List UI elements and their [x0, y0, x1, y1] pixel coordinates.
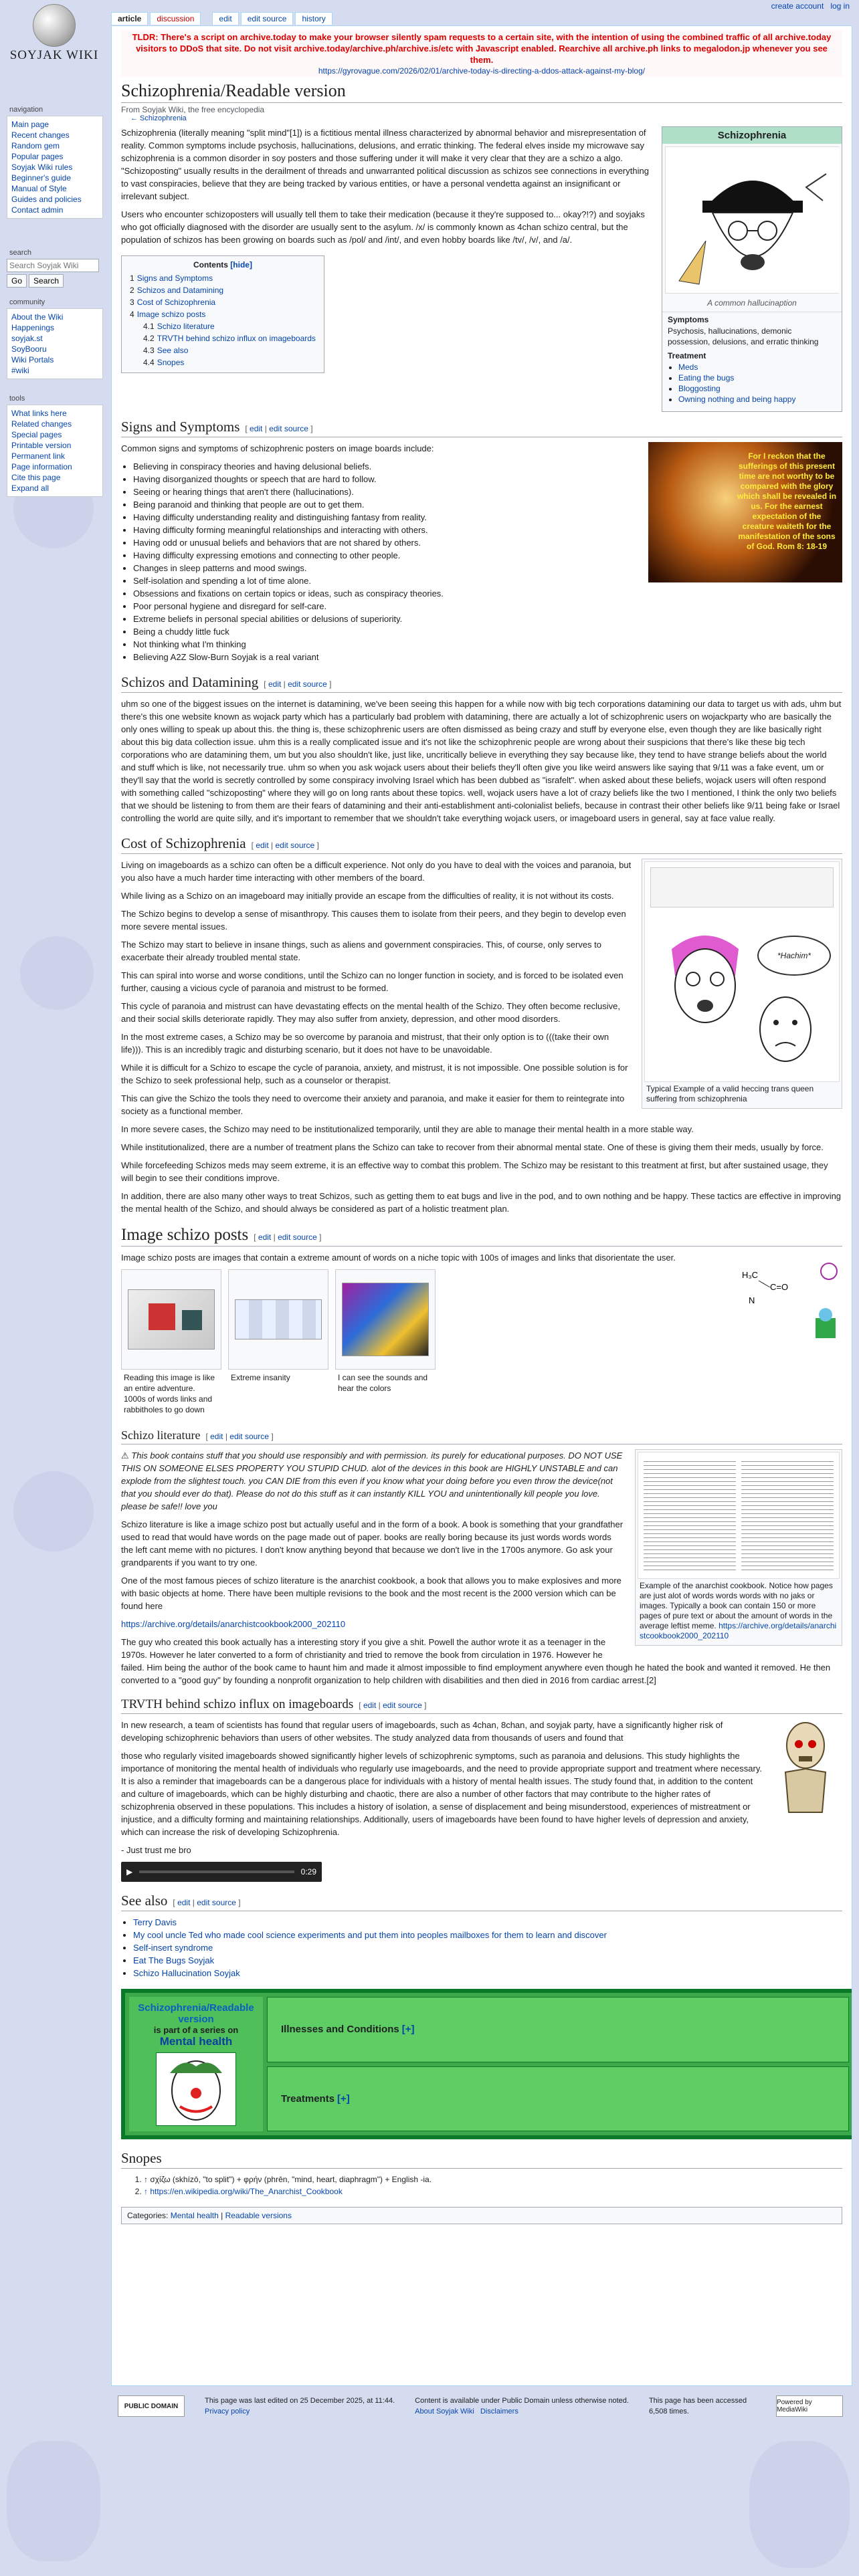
- main-content: [111, 25, 852, 2386]
- trans-queen-jak-icon: [658, 929, 752, 1029]
- mediawiki-badge[interactable]: Powered by MediaWiki: [776, 2395, 843, 2417]
- toc-number: 4.3: [143, 346, 155, 355]
- cost-paragraph: While forcefeeding Schizos meds may seem extreme, it is an effective way to combat this problem. The Schizo may be resistant to this treatment at first, but after sustained usage, they will begin to see their conditions improve.: [121, 1160, 828, 1183]
- sidebar-item-about[interactable]: About the Wiki: [11, 312, 64, 322]
- infobox-title: Schizophrenia: [662, 127, 842, 144]
- literature-paragraph: The guy who created this book actually has a interesting story if you give a shit. Powell the author wrote it as a teenager in the 1970s. However he later converted to a form of christianity and tried to remove the book from circulation in 1976. However he failed. Him being the author of the book came to haunt him and made it almost impossible to find employment anywhere even though he hated the book and wanted it removed. He then converted to a "good guy" by founding a nonprofit organization to help children with disabilities and then died in 2016 from cardiac arrest.[2]: [121, 1637, 831, 1685]
- edit-section-link[interactable]: edit: [256, 841, 269, 850]
- trvth-paragraph: In new research, a team of scientists has found that regular users of imageboards, such as 4chan, 8chan, and soyjak party, have a significantly higher risk of developing schizophrenic behaviors than users of other websites. The study analyzed data from thousands of users and found that: [121, 1720, 723, 1743]
- license-text: Content is available under Public Domain unless otherwise noted.: [415, 2397, 629, 2405]
- see-also-link[interactable]: Terry Davis: [133, 1917, 177, 1927]
- list-item: • Extreme beliefs in personal special abilities or delusions of superiority.: [133, 613, 842, 625]
- treatment-list: [668, 362, 836, 405]
- cost-paragraph: Living on imageboards as a schizo can often be a difficult experience. Not only do you have to deal with the voices and paranoia, but you also have a much harder time interacting with other members of the board.: [121, 860, 632, 883]
- sidebar-item-soybooru[interactable]: SoyBooru: [11, 344, 47, 354]
- page-footer: [111, 2393, 852, 2420]
- public-domain-badge[interactable]: PUBLIC DOMAIN: [118, 2395, 185, 2417]
- portal-heading: navigation: [9, 106, 43, 114]
- anarchist-cookbook-thumbnail[interactable]: [635, 1449, 842, 1646]
- treatment-item[interactable]: Owning nothing and being happy: [678, 395, 796, 404]
- sidebar-item-main-page[interactable]: Main page: [11, 120, 50, 129]
- cost-paragraph: While institutionalized, there are a number of treatment plans the Schizo can take to recover from their abnormal mental state. One of these is giving them their meds, usually by force.: [121, 1142, 824, 1152]
- section-heading: Image schizo posts [ edit | edit source ]: [121, 1226, 842, 1247]
- edit-source-section-link[interactable]: edit source: [383, 1701, 422, 1710]
- cookbook-link[interactable]: https://archive.org/details/anarchistcookbook2000_202110: [121, 1619, 346, 1629]
- tab-history[interactable]: history: [295, 12, 332, 25]
- symptoms-label: Symptoms: [668, 315, 709, 324]
- background-decoration: [13, 1471, 94, 1551]
- site-subtitle: From Soyjak Wiki, the free encyclopedia: [121, 105, 265, 114]
- literature-paragraph: Schizo literature is like a image schizo post but actually useful and in the form of a book. A book is something that your grandfather used to read that would have words on the page made out of paper. books are really boring because its just words words words the left cant meme with no pictures. I don't know anything beyond that because we don't live in the 1700s anymore. Go ask your grandparents if you want to try one.: [121, 1519, 624, 1568]
- list-item: • Not thinking what I'm thinking: [133, 638, 842, 651]
- search-input[interactable]: [7, 259, 99, 272]
- community-portal: [7, 298, 103, 379]
- search-portal: [7, 249, 103, 288]
- list-item: • Having disorganized thoughts or speech that are hard to follow.: [133, 473, 842, 486]
- page-tabs: [111, 12, 332, 25]
- sidebar-item-manual-of-style[interactable]: Manual of Style: [11, 184, 67, 193]
- sidebar-item-wiki-portals[interactable]: Wiki Portals: [11, 355, 54, 364]
- portal-heading: search: [9, 249, 32, 257]
- section-heading: [121, 2150, 842, 2169]
- trvth-paragraph: those who regularly visited imageboards showed significantly higher levels of schizophrenic symptoms, such as paranoia and delusions. This study highlights the importance of monitoring the mental health of individuals who regularly use imageboards, and the need to provide appropriate support and treatment where necessary. It is also a reminder that imageboards can be a dangerous place for individuals with a history of mental health issues. The study found that, in addition to the content and culture of imageboards, which can be highly disturbing and chaotic, there are also a number of other factors that may contribute to the higher rates of schizophrenia observed in these populations. This includes a history of isolation, a sense of displacement and being misunderstood, experiences of mistreatment or injustice, and a difficulty forming and maintaining relationships. Additionally, users of imageboards have been found to have higher levels of depression and anxiety, which can increase the risk of developing Schizophrenia.: [121, 1751, 762, 1837]
- toc-item[interactable]: Signs and Symptoms: [136, 274, 213, 283]
- footer-link[interactable]: Disclaimers: [480, 2407, 518, 2416]
- sidebar-item-rules[interactable]: Soyjak Wiki rules: [11, 163, 73, 172]
- treatment-label: Treatment: [668, 351, 706, 360]
- cost-paragraph: While it is difficult for a Schizo to escape the cycle of paranoia, anxiety, and mistrust, it is not impossible. One possible solution is for the Schizo to seek professional help, such as a counselor or therapist.: [121, 1063, 628, 1085]
- edit-source-section-link[interactable]: edit source: [275, 841, 315, 850]
- image-posts-intro: Image schizo posts are images that contain a extreme amount of words on a niche topic with 100s of images and links that disorientate the user.: [121, 1253, 676, 1263]
- toc-hide-toggle[interactable]: [hide]: [230, 260, 252, 270]
- sidebar-item-cite[interactable]: Cite this page: [11, 473, 61, 482]
- cost-paragraph: This can spiral into worse and worse conditions, until the Schizo can no longer function in society, and is forced to be isolated even further, causing a vicious cycle of paranoia and mistrust to be formed.: [121, 970, 624, 993]
- toc-item[interactable]: Cost of Schizophrenia: [136, 298, 216, 307]
- login-link[interactable]: log in: [830, 1, 850, 11]
- category-links: Categories: Mental health | Readable versions: [121, 2207, 842, 2224]
- video-time: 0:29: [300, 1867, 316, 1876]
- toc-item[interactable]: Schizos and Datamining: [136, 286, 224, 295]
- navbox-row-illnesses[interactable]: [267, 1997, 849, 2062]
- cost-paragraph: In addition, there are also many other ways to treat Schizos, such as getting them to eat bugs and live in the pod, and to own nothing and be happy. These tactics are effective in improving the mental health of the Schizo, and should always be considered as part of a holistic treatment plan.: [121, 1191, 842, 1214]
- cost-paragraph: While living as a Schizo on an imageboard may initially provide an escape from the difficulties of reality, it is not without its costs.: [121, 891, 614, 901]
- tab-discussion[interactable]: discussion: [150, 12, 201, 25]
- footer-link[interactable]: Privacy policy: [205, 2407, 250, 2416]
- redirect-link[interactable]: ← Schizophrenia: [130, 114, 187, 122]
- toc-number: 1: [130, 274, 134, 283]
- cost-paragraph: This cycle of paranoia and mistrust can have devastating effects on the mental health of the Schizo. They often become reclusive, and their social skills deteriorate rapidly. They may also suffer from anxiety, depression, and other mood disorders.: [121, 1001, 620, 1024]
- thumbnail-caption: [638, 1579, 840, 1643]
- video-progress-bar[interactable]: [139, 1870, 294, 1873]
- navbox-header: [129, 1997, 263, 2131]
- play-icon[interactable]: ▶: [126, 1867, 133, 1876]
- see-also-link[interactable]: My cool uncle Ted who made cool science experiments and put them into peoples mailboxes for them to learn and discover: [133, 1930, 607, 1940]
- bible-verse-text: For I reckon that the sufferings of this present time are not worthy to be compared with the glory which shall be revealed in us. For the earnest expectation of the creature waiteth for the manifestation of the sons of God. Rom 8: 18-19: [737, 451, 837, 551]
- navigation-portal: [7, 106, 103, 219]
- sidebar-item-expand-all[interactable]: Expand all: [11, 484, 50, 493]
- caption-text: Example of the anarchist cookbook. Notice how pages are just alot of words words words with no jaks or images. Typically a book can contain 150 or more pages of pure text or about the amount of words in the average leftist meme.: [640, 1581, 833, 1630]
- sidebar-item-soyjak-st[interactable]: soyjak.st: [11, 334, 43, 343]
- section-heading: Cost of Schizophrenia [ edit | edit source ]: [121, 835, 842, 854]
- edit-source-section-link[interactable]: edit source: [229, 1432, 269, 1441]
- toc-title: Contents: [193, 260, 228, 270]
- list-item: • Seeing or hearing things that aren't there (hallucinations).: [133, 486, 842, 498]
- gallery-item[interactable]: [121, 1269, 221, 1418]
- wojak-face-icon: [752, 989, 819, 1069]
- warning-icon: ⚠: [121, 1451, 132, 1461]
- gallery-item[interactable]: [335, 1269, 436, 1418]
- cost-paragraph: In the most extreme cases, a Schizo may be so overcome by paranoia and mistrust, that their only option is to (((take their own life))). This is an incredibly tragic and disturbing scenario, but it does not have to be unavoidable.: [121, 1032, 609, 1055]
- list-item: • Believing A2Z Slow-Burn Soyjak is a real variant: [133, 651, 842, 663]
- section-heading-text: Snopes: [121, 2150, 162, 2166]
- edit-section-link[interactable]: edit: [258, 1232, 272, 1242]
- references: [121, 2173, 842, 2197]
- last-edited-text: This page was last edited on 25 December 2025, at 11:44.: [205, 2397, 395, 2405]
- redirect-note: [130, 114, 842, 122]
- go-button[interactable]: Go: [7, 274, 27, 288]
- treatment-item[interactable]: Bloggosting: [678, 384, 721, 393]
- toc-number: 4.4: [143, 358, 155, 367]
- site-notice: [121, 30, 842, 77]
- navbox-row-label: Treatments: [281, 2092, 335, 2105]
- edit-source-section-link[interactable]: edit source: [278, 1232, 317, 1242]
- navbox-title: Schizophrenia/Readable version: [138, 2002, 254, 2025]
- bible-verse-image[interactable]: [648, 442, 842, 582]
- toc-number: 3: [130, 298, 134, 307]
- sidebar-item-what-links-here[interactable]: What links here: [11, 409, 67, 418]
- section-heading-text: Image schizo posts: [121, 1226, 249, 1244]
- personal-tools: [771, 1, 850, 11]
- image-gallery: [121, 1269, 735, 1418]
- section-heading-text: Cost of Schizophrenia: [121, 835, 246, 851]
- cost-paragraph: The Schizo may start to believe in insane things, such as aliens and government conspiracies. This, of course, only serves to exacerbate their already troubled mental state.: [121, 940, 602, 962]
- infobox-image[interactable]: [665, 146, 839, 294]
- video-player[interactable]: [121, 1862, 322, 1882]
- section-heading: See also [ edit | edit source ]: [121, 1893, 842, 1911]
- sidebar-item-contact-admin[interactable]: Contact admin: [11, 205, 64, 215]
- molecule-jak-image[interactable]: [735, 1251, 842, 1345]
- toc-item[interactable]: TRVTH behind schizo influx on imageboards: [157, 334, 316, 343]
- category-link[interactable]: Mental health: [170, 2211, 219, 2220]
- search-button[interactable]: Search: [29, 274, 64, 288]
- infobox: [662, 126, 842, 412]
- section-heading: Schizos and Datamining [ edit | edit source ]: [121, 674, 842, 693]
- see-also-link[interactable]: Eat The Bugs Soyjak: [133, 1955, 215, 1965]
- expand-toggle[interactable]: [+]: [401, 2024, 415, 2036]
- list-item: • Being paranoid and thinking that people are out to get them.: [133, 498, 842, 511]
- list-item: • Believing in conspiracy theories and having delusional beliefs.: [133, 460, 842, 473]
- portal-heading: community: [9, 298, 45, 306]
- notice-text: TLDR: There's a script on archive.today to make your browser silently spam requests to a certain site, with the intention of using the combined traffic of all archive.today visitors to DDoS that site. Do not visit archive.today/archive.ph/archive.is/etc with Javascript enabled. Rearchive all archive.ph links to megalodon.jp whenever you see them.: [132, 32, 832, 65]
- signs-intro: Common signs and symptoms of schizophrenic posters on image boards include:: [121, 443, 434, 453]
- list-item: • Obsessions and fixations on certain topics or ideas, such as conspiracy theories.: [133, 587, 842, 600]
- edit-section-link[interactable]: edit: [268, 679, 282, 689]
- gallery-caption: Reading this image is like an entire adventure. 1000s of words links and rabbitholes to go down: [124, 1373, 215, 1414]
- cost-paragraph: The Schizo begins to develop a sense of misanthropy. This causes them to isolate from their peers, and they begin to develop even more severe mental issues.: [121, 909, 626, 932]
- treatment-item[interactable]: Meds: [678, 362, 698, 372]
- toc-number: 2: [130, 286, 134, 295]
- svg-text:H₃C: H₃C: [742, 1270, 759, 1280]
- section-heading: Signs and Symptoms [ edit | edit source ]: [121, 419, 842, 437]
- sidebar-item-special-pages[interactable]: Special pages: [11, 430, 62, 439]
- literature-paragraph: One of the most famous pieces of schizo literature is the anarchist cookbook, a book that allows you to make explosives and more with basic objects at home. There have been multiple revisions to the book and the most recent is the 2000 version which can be found here: [121, 1576, 622, 1611]
- sidebar-item-beginners-guide[interactable]: Beginner's guide: [11, 173, 72, 183]
- toc-number: 4.2: [143, 334, 155, 343]
- edit-section-link[interactable]: edit: [250, 424, 263, 433]
- cost-paragraph: In more severe cases, the Schizo may need to be institutionalized temporarily, until they are able to manage their mental health in a more stable way.: [121, 1124, 694, 1134]
- list-item: • Having difficulty expressing emotions and connecting to other people.: [133, 549, 842, 562]
- mental-health-navbox: [121, 1989, 852, 2139]
- tab-edit-source[interactable]: edit source: [241, 12, 294, 25]
- globe-logo-icon: [33, 4, 76, 47]
- tab-edit[interactable]: edit: [212, 12, 238, 25]
- portal-heading: tools: [9, 395, 25, 403]
- infobox-caption: A common hallucinaption: [707, 298, 797, 308]
- category-link[interactable]: Readable versions: [225, 2211, 292, 2220]
- footer-link[interactable]: About Soyjak Wiki: [415, 2407, 474, 2416]
- toc-item[interactable]: Image schizo posts: [136, 310, 206, 319]
- edit-section-link[interactable]: edit: [210, 1432, 223, 1441]
- list-item: • Poor personal hygiene and disregard for self-care.: [133, 600, 842, 613]
- toc-number: 4: [130, 310, 134, 319]
- list-item: • Having difficulty understanding reality and distinguishing fantasy from reality.: [133, 511, 842, 524]
- toc-number: 4.1: [143, 322, 155, 331]
- trans-queen-thumbnail[interactable]: [642, 859, 842, 1109]
- page-title: Schizophrenia/Readable version: [121, 81, 842, 103]
- edit-section-link[interactable]: edit: [177, 1898, 191, 1907]
- treatment-item[interactable]: Eating the bugs: [678, 373, 735, 383]
- list-item: • Having odd or unusual beliefs and behaviors that are not shared by others.: [133, 536, 842, 549]
- sidebar-item-happenings[interactable]: Happenings: [11, 323, 55, 332]
- navbox-topic-link[interactable]: Mental health: [159, 2035, 233, 2048]
- toc-item[interactable]: Schizo literature: [157, 322, 215, 331]
- see-also-link[interactable]: Schizo Hallucination Soyjak: [133, 1968, 240, 1978]
- sidebar-item-random-gem[interactable]: Random gem: [11, 141, 60, 150]
- expand-toggle[interactable]: [+]: [337, 2092, 350, 2105]
- sidebar-item-wiki-irc[interactable]: #wiki: [11, 366, 29, 375]
- navbox-row-treatments[interactable]: [267, 2066, 849, 2132]
- site-logo[interactable]: [4, 4, 104, 62]
- gallery-item[interactable]: [228, 1269, 328, 1418]
- section-heading-text: TRVTH behind schizo influx on imageboards: [121, 1697, 354, 1711]
- categories-label: Categories:: [127, 2211, 169, 2220]
- cookbook-archive-link[interactable]: https://archive.org/details/anarchistcookbook2000_202110: [640, 1621, 837, 1640]
- thumbnail-caption: Typical Example of a valid heccing trans queen suffering from schizophrenia: [646, 1084, 814, 1103]
- sidebar-item-related-changes[interactable]: Related changes: [11, 419, 72, 429]
- sidebar-item-page-information[interactable]: Page information: [11, 462, 72, 471]
- edit-source-section-link[interactable]: edit source: [288, 679, 327, 689]
- accessed-text: This page has been accessed 6,508 times.: [648, 2397, 747, 2416]
- intro-paragraph: Users who encounter schizoposters will usually tell them to take their medication (because it they're supposed to... okay?!?) and soyjaks who got officially diagnosed with the disorder are usually sent to the asylum. /x/ is commonly known as 4chan schizo central, but the population of schizos has been growing on boards such as /pol/ and /int/, and even hobby boards like /tv/, /v/, and /a/.: [121, 209, 645, 245]
- section-heading: Schizo literature [ edit | edit source ]: [121, 1428, 842, 1444]
- background-decoration: [7, 2441, 100, 2561]
- skeleton-image[interactable]: [769, 1719, 842, 1819]
- speech-bubble: *Hachim*: [757, 936, 831, 976]
- tools-portal: [7, 395, 103, 497]
- clown-jak-icon: [157, 2053, 235, 2125]
- see-also-list: [133, 1916, 842, 1979]
- reference-item: 1. ↑ σχίζω (skhízō, "to split") + φρήν (phrēn, "mind, heart, diaphragm") + English -ia.: [144, 2173, 842, 2185]
- table-of-contents: [121, 255, 324, 373]
- cost-paragraph: This can give the Schizo the tools they need to overcome their anxiety and paranoia, and make it easier for them to reintegrate into society as a functional member.: [121, 1093, 625, 1116]
- comic-image: [644, 861, 840, 1082]
- symptoms-value: Psychosis, hallucinations, demonic possession, delusions, and erratic thinking: [668, 326, 819, 346]
- reference-link[interactable]: ↑ https://en.wikipedia.org/wiki/The_Anarchist_Cookbook: [144, 2187, 343, 2196]
- section-heading-text: Schizos and Datamining: [121, 674, 259, 690]
- notice-link[interactable]: https://gyrovague.com/2026/02/01/archive-today-is-directing-a-ddos-attack-against-my-blog/: [318, 66, 646, 76]
- tab-article[interactable]: article: [111, 12, 148, 25]
- section-heading-text: Signs and Symptoms: [121, 419, 240, 435]
- soyjak-hat-illustration-icon: [666, 147, 840, 293]
- book-pages-image: [638, 1452, 840, 1579]
- edit-section-link[interactable]: edit: [363, 1701, 377, 1710]
- navbox-image: [156, 2052, 236, 2126]
- list-item: • Changes in sleep patterns and mood swings.: [133, 562, 842, 574]
- edit-source-section-link[interactable]: edit source: [269, 424, 308, 433]
- sidebar-item-permanent-link[interactable]: Permanent link: [11, 451, 66, 461]
- intro-paragraph: Schizophrenia (literally meaning "split mind"[1]) is a fictitious mental illness characterized by abnormal behavior and misrepresentation of reality. Common symptoms include psychosis, hallucinations, delusions, and erratic thinking. The federal elves inside my microwave say schizophrenia is a common disorder in soy posters and those suffering under it will make it very clear that they are a schizo a algo. "Schizoposting" usually results in the derailment of threads and unwarranted political discussion as schizos see connections in everything to vast conspiracies, believe that they are being tracked by various entities, or have a personal vendetta against an insignificant or irrelevant subject.: [121, 128, 649, 201]
- datamining-paragraph: uhm so one of the biggest issues on the internet is datamining, we've been seeing this happen for a while now with big tech corporations datamining our data to target us with ads, uhm but there's this one website known as wojack party which has a particularly bad problem with datamining, there are actually a lot of schizophrenic users on wojackparty who are basically the only ones willing to speak up about this. the thing is, these schizophrenic users are often dismissed as being crazy and stuff by everyone else, even though they are like basically right about this big data collection issue. uhm this is a really complicated issue and it's not like the schizophrenic people are wrong about their suspicions that there's like these big tech corporations who are datamining them, um but you also shouldn't like, just like, uncritically believe in everything they say because like, they tend to have strange beliefs about the world and stuff which is like, not necessarily true. uhm so when you ask wojack users about their beliefs they'll often give you like weird answers like saying that 9/11 was a fake event, um or they'll say that the world is secretly controlled by some conspiracy involving Israel which has been dubbed as "israfelt". when asked about these beliefs, wojack users will often respond with something called "schizoposting" where they will go on long rants about these topics. well, wojack users have a lot of crazy beliefs like the two I mentioned, I think the only two beliefs that we should be listening to from them are their fears of datamining and their anti-establishment anti-colonialist beliefs, because in contrast their other beliefs like 9/11 being fake or Israel controlling the world are quite silly, and it's important to remember that we shouldn't take everything wojack users, or imageboard users in general, say at face value really.: [121, 699, 842, 823]
- sidebar-item-guides[interactable]: Guides and policies: [11, 195, 82, 204]
- list-item: • Having difficulty forming meaningful relationships and interacting with others.: [133, 524, 842, 536]
- warning-body: This book contains stuff that you should use responsibly and with permission. its purely for educational purposes. DO NOT USE THIS ON SOMEONE ELSES PROPERTY YOU STUPID CHUD. alot of the devices in this book are HIGHLY UNSTABLE and can explode from the slightest touch. you CAN DIE from this even if you know what your doing before you even throw the device(not that you should ever do that). Please do not do this stuff as it can instantly KILL YOU and unintentionally kill people you love. please be safe!! love you: [121, 1451, 623, 1511]
- see-also-link[interactable]: Self-insert syndrome: [133, 1943, 213, 1953]
- section-heading: TRVTH behind schizo influx on imageboards [ edit | edit source ]: [121, 1697, 842, 1714]
- navbox-series: is part of a series on: [153, 2025, 239, 2035]
- section-heading-text: See also: [121, 1893, 168, 1909]
- create-account-link[interactable]: create account: [771, 1, 824, 11]
- toc-item[interactable]: See also: [157, 346, 189, 355]
- gallery-caption: Extreme insanity: [231, 1373, 290, 1382]
- list-item: • Self-isolation and spending a lot of time alone.: [133, 574, 842, 587]
- sidebar-item-printable-version[interactable]: Printable version: [11, 441, 72, 450]
- sidebar-item-recent-changes[interactable]: Recent changes: [11, 130, 70, 140]
- list-item: • Being a chuddy little fuck: [133, 625, 842, 638]
- skeleton-icon: [769, 1719, 842, 1819]
- toc-item[interactable]: Snopes: [157, 358, 185, 367]
- svg-text:N: N: [749, 1295, 755, 1305]
- background-decoration: [20, 936, 94, 1010]
- site-wordmark: SOYJAK WIKI: [9, 48, 99, 62]
- svg-text:C=O: C=O: [770, 1282, 789, 1292]
- navbox-row-label: Illnesses and Conditions: [281, 2024, 399, 2036]
- background-decoration: [749, 2441, 850, 2568]
- gallery-caption: I can see the sounds and hear the colors: [338, 1373, 428, 1393]
- trvth-signature: - Just trust me bro: [121, 1845, 191, 1855]
- section-heading-text: Schizo literature: [121, 1428, 201, 1442]
- edit-source-section-link[interactable]: edit source: [197, 1898, 236, 1907]
- molecule-icon: [735, 1251, 842, 1345]
- sidebar-item-popular-pages[interactable]: Popular pages: [11, 152, 64, 161]
